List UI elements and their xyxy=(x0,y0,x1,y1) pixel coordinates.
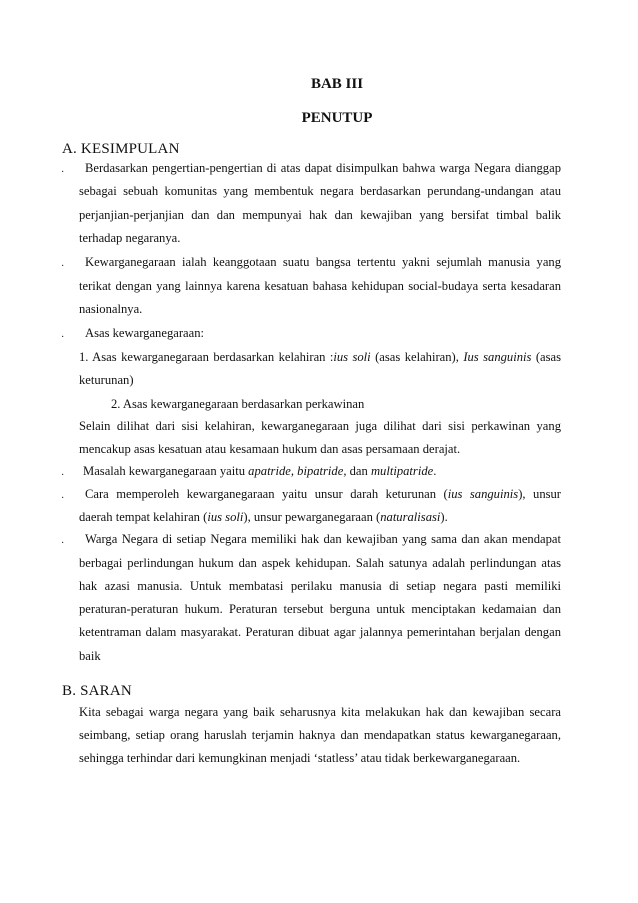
text-run: ), unsur xyxy=(518,487,562,501)
italic-term: ius soli xyxy=(207,510,244,524)
text-run: daerah tempat kelahiran ( xyxy=(79,510,208,524)
paragraph-line xyxy=(85,486,561,502)
text-run: (asas xyxy=(531,350,561,364)
paragraph-line xyxy=(79,349,561,365)
paragraph-line: Kita sebagai warga negara yang baik seharusnya kita melakukan hak dan kewajiban secara xyxy=(79,705,561,719)
italic-term: ius sanguinis xyxy=(447,487,519,501)
paragraph-line: sebagai sebuah komunitas yang membentuk negara berdasarkan perundang-undangan atau xyxy=(79,184,561,198)
paragraph-line: Berdasarkan pengertian-pengertian di atas dapat disimpulkan bahwa warga Negara dianggap xyxy=(85,161,561,175)
bullet-marker: · xyxy=(61,261,65,272)
paragraph-line: nasionalnya. xyxy=(79,302,143,316)
paragraph-line: seimbang, setiap orang haruslah terjamin haknya dan mendapatkan status kewarganegaraan, xyxy=(79,728,561,742)
paragraph-line xyxy=(83,463,561,479)
text-run: (asas kelahiran), xyxy=(370,350,464,364)
paragraph-line: peraturan-peraturan hukum. Peraturan tersebut berguna untuk menciptakan kedamaian dan xyxy=(79,602,561,616)
text-run: . xyxy=(433,464,437,478)
paragraph-line: Kewarganegaraan ialah keanggotaan suatu bangsa tertentu yakni sejumlah manusia yang xyxy=(85,255,561,269)
paragraph-line: 2. Asas kewarganegaraan berdasarkan perkawinan xyxy=(111,397,365,411)
chapter-title: PENUTUP xyxy=(301,110,373,126)
paragraph-line: Selain dilihat dari sisi kelahiran, kewarganegaraan juga dilihat dari sisi perkawinan yang xyxy=(79,419,561,433)
bullet-marker: · xyxy=(61,493,65,504)
paragraph-line: sehingga terhindar dari kemungkinan menjadi ‘statless’ atau tidak berkewarganegaraan. xyxy=(79,751,521,765)
paragraph-line: ketentraman dalam masyarakat. Peraturan dibuat agar jalannya pemerintahan berjalan dengan xyxy=(79,625,561,639)
paragraph-line: berbagai perlindungan hukum dan aspek kehidupan. Salah satunya adalah perlindungan atas xyxy=(79,556,561,570)
bullet-marker: · xyxy=(61,332,65,343)
paragraph-line: terikat dengan yang lainnya karena kesatuan bahasa kehidupan social-budaya serta kesadaran xyxy=(79,279,561,293)
italic-term: multipatride xyxy=(370,464,434,478)
italic-term: naturalisasi xyxy=(380,510,441,524)
text-run: 1. Asas kewarganegaraan berdasarkan kelahiran : xyxy=(79,350,334,364)
paragraph-line: Warga Negara di setiap Negara memiliki hak dan kewajiban yang sama dan akan mendapat xyxy=(85,532,561,546)
section-a-title: A. KESIMPULAN xyxy=(62,141,180,157)
text-run: ). xyxy=(440,510,448,524)
chapter-heading: BAB III xyxy=(310,76,364,92)
paragraph-line: Asas kewarganegaraan: xyxy=(85,326,205,340)
paragraph-line xyxy=(79,509,561,525)
bullet-marker: · xyxy=(61,470,65,481)
paragraph-line: terhadap negaranya. xyxy=(79,231,181,245)
bullet-marker: · xyxy=(61,538,65,549)
italic-term: Ius sanguinis xyxy=(463,350,532,364)
paragraph-line: keturunan) xyxy=(79,373,134,387)
bullet-marker: · xyxy=(61,167,65,178)
section-b-title: B. SARAN xyxy=(62,683,132,699)
text-run: dan xyxy=(346,464,371,478)
text-run: ), unsur pewarganegaraan ( xyxy=(243,510,381,524)
paragraph-line: perjanjian-perjanjian dan dan mempunyai hak dan kewajiban yang bersifat timbal balik xyxy=(79,208,561,222)
paragraph-line: baik xyxy=(79,649,101,663)
text-run: Cara memperoleh kewarganegaraan yaitu unsur darah keturunan ( xyxy=(85,487,448,501)
text-run: Masalah kewarganegaraan yaitu xyxy=(83,464,249,478)
paragraph-line: hak azasi manusia. Untuk membatasi perilaku manusia di setiap negara pasti memiliki xyxy=(79,579,561,593)
paragraph-line: mencakup asas kesatuan atau kesamaan hukum dan asas persamaan derajat. xyxy=(79,442,461,456)
italic-term: ius soli xyxy=(333,350,371,364)
italic-term: apatride, bipatride, xyxy=(248,464,347,478)
